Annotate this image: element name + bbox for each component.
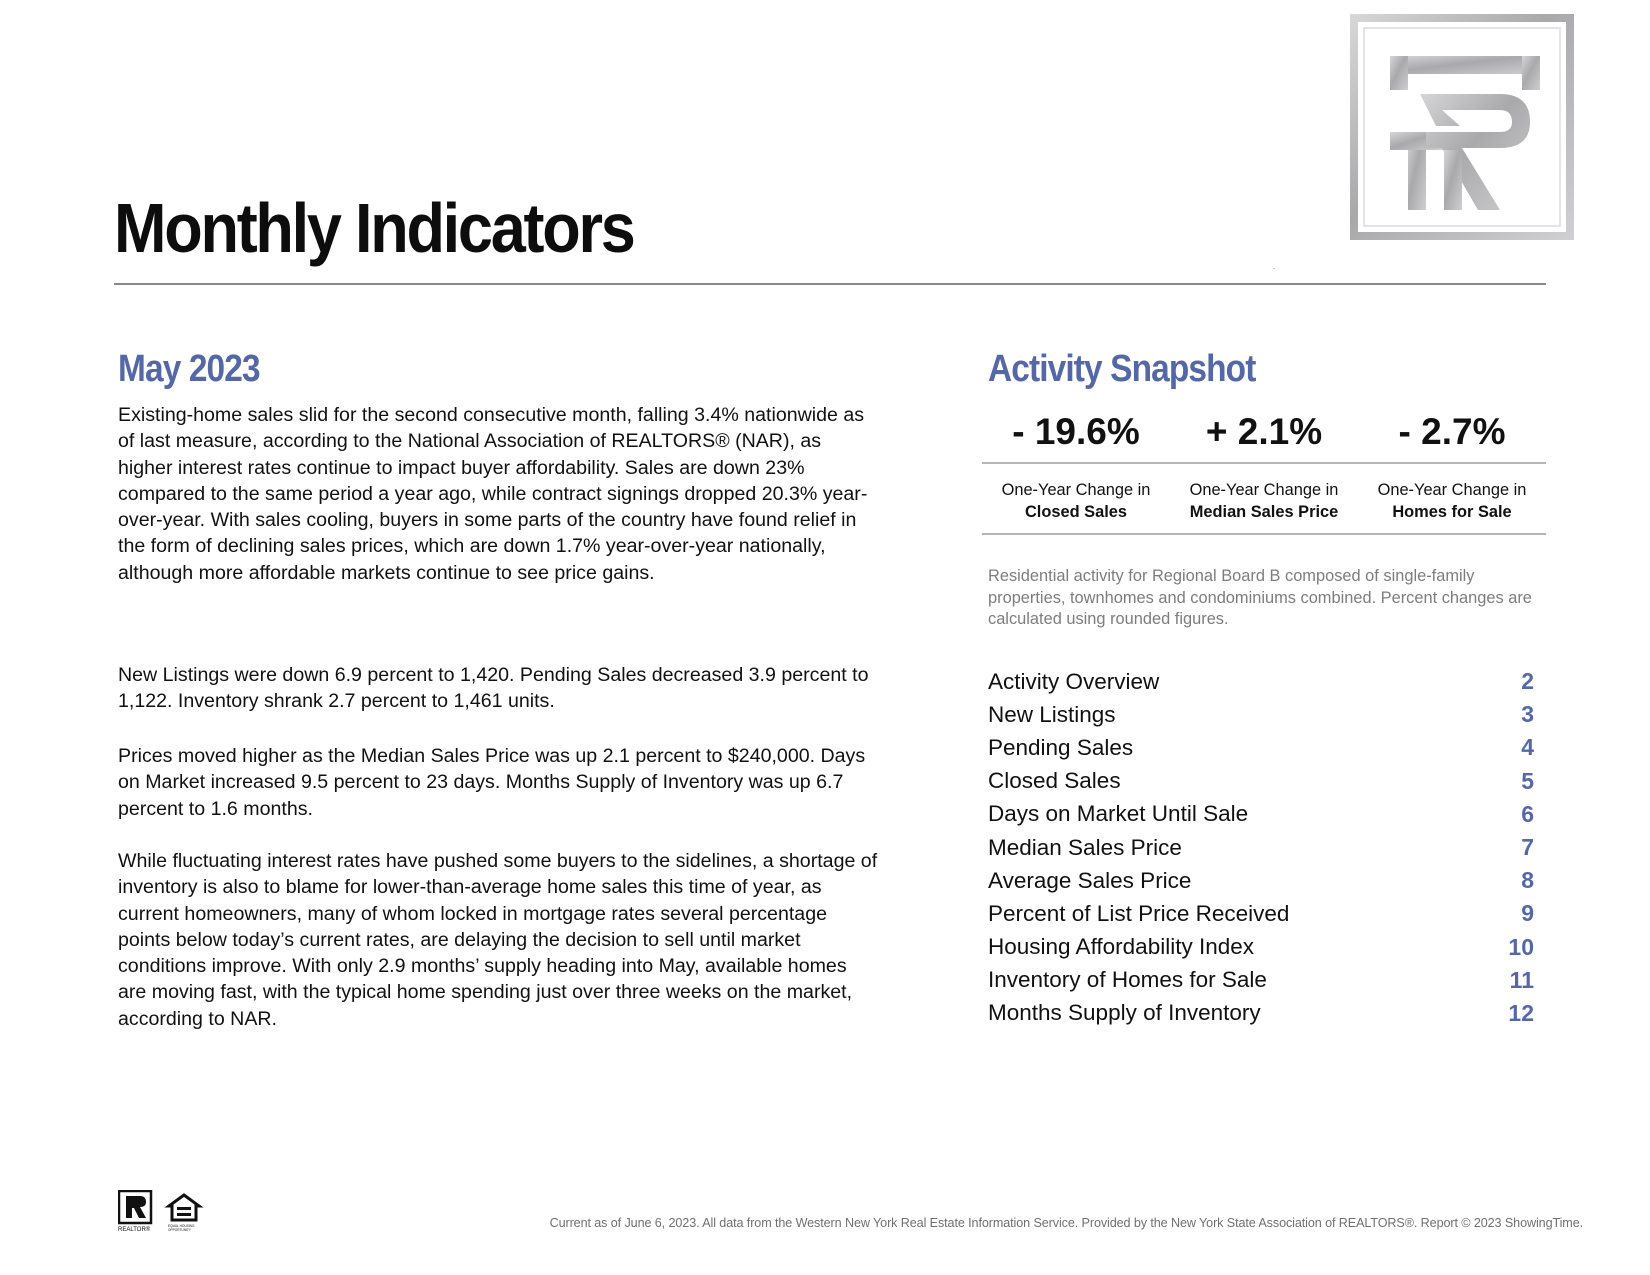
svg-text:EQUAL HOUSING: EQUAL HOUSING (168, 1224, 195, 1228)
toc-label: Average Sales Price (988, 867, 1192, 893)
snapshot-cell-median-price (1170, 411, 1358, 453)
activity-snapshot (982, 402, 1546, 535)
toc-label: Median Sales Price (988, 834, 1182, 860)
toc-label: Months Supply of Inventory (988, 1000, 1261, 1026)
svg-text:OPPORTUNITY: OPPORTUNITY (168, 1228, 191, 1232)
report-month-heading: May 2023 (118, 348, 260, 390)
toc-page-number: 11 (1509, 966, 1534, 993)
activity-snapshot-heading: Activity Snapshot (988, 348, 1256, 390)
snapshot-label-line: One-Year Change in (1377, 481, 1527, 499)
prices-paragraph: Prices moved higher as the Median Sales Price was up 2.1 percent to $240,000. Days on Market increased 9.5 percent to 23 days. Months Supply of Inventory was up 6.7 percent to 1.6 months. (118, 745, 866, 820)
toc-page-number: 10 (1508, 933, 1534, 960)
snapshot-value: - 19.6% (1012, 411, 1140, 452)
svg-text:REALTOR®: REALTOR® (118, 1227, 151, 1232)
toc-label: Activity Overview (988, 668, 1160, 694)
snapshot-label-metric: Closed Sales (1024, 503, 1128, 521)
snapshot-labels-row (982, 464, 1546, 533)
toc-item-new-listings[interactable] (988, 698, 1534, 731)
snapshot-label (1170, 479, 1358, 523)
toc-page-number: 2 (1521, 668, 1534, 695)
toc-page-number: 9 (1521, 900, 1534, 927)
toc-label: Housing Affordability Index (988, 934, 1255, 960)
snapshot-values-row (982, 402, 1546, 462)
title-divider (114, 283, 1546, 285)
toc-item-housing-affordability[interactable] (988, 931, 1534, 964)
snapshot-cell-homes-for-sale (1358, 411, 1546, 453)
toc-label: Days on Market Until Sale (988, 801, 1249, 827)
equal-housing-icon (168, 1195, 199, 1232)
toc-item-pending-sales[interactable] (988, 731, 1534, 764)
decorative-dot (1273, 268, 1275, 269)
toc-page-number: 6 (1521, 800, 1534, 827)
toc-item-median-sales-price[interactable] (988, 831, 1534, 864)
toc-item-months-supply[interactable] (988, 997, 1534, 1030)
snapshot-label-line: One-Year Change in (1189, 481, 1339, 499)
toc-item-closed-sales[interactable] (988, 765, 1534, 798)
listings-paragraph: New Listings were down 6.9 percent to 1,420. Pending Sales decreased 3.9 percent to 1,122. Inventory shrank 2.7 percent to 1,461 units. (118, 664, 869, 713)
snapshot-label (982, 479, 1170, 523)
toc-page-number: 3 (1521, 701, 1534, 728)
toc-label: Closed Sales (988, 768, 1121, 794)
snapshot-note: Residential activity for Regional Board B composed of single-family properties, townhomes and condominiums combined. Percent changes are calculated using rounded figures. (988, 567, 1532, 628)
snapshot-value: - 2.7% (1398, 411, 1506, 452)
page-title: Monthly Indicators (114, 189, 634, 267)
realtor-logo-icon (118, 1191, 151, 1232)
toc-page-number: 5 (1521, 767, 1534, 794)
footer-logos (118, 1190, 208, 1232)
toc-page-number: 4 (1521, 734, 1534, 761)
snapshot-label-metric: Median Sales Price (1189, 503, 1339, 521)
toc-item-average-sales-price[interactable] (988, 864, 1534, 897)
snapshot-label-line: One-Year Change in (1001, 481, 1151, 499)
table-of-contents (988, 665, 1534, 1030)
intro-paragraph: Existing-home sales slid for the second consecutive month, falling 3.4% nationwide as of last measure, according to the National Association of REALTORS® (NAR), as higher interest rates continue to impact buyer affordability. Sales are down 23% compared to the same period a year ago, while contract signings dropped 20.3% year-over-year. With sales cooling, buyers in some parts of the country have found relief in the form of declining sales prices, which are down 1.7% year-over-year nationally, although more affordable markets continue to see price gains. (118, 404, 868, 584)
inventory-paragraph: While fluctuating interest rates have pushed some buyers to the sidelines, a shortage of inventory is also to blame for lower-than-average home sales this time of year, as current homeowners, many of whom locked in mortgage rates several percentage points below today’s current rates, are delaying the decision to sell until market conditions improve. With only 2.9 months’ supply heading into May, available homes are moving fast, with the typical home spending just over three weeks on the market, according to NAR. (118, 850, 878, 1030)
toc-label: New Listings (988, 701, 1116, 727)
snapshot-label-metric: Homes for Sale (1392, 503, 1512, 521)
toc-label: Percent of List Price Received (988, 900, 1290, 926)
toc-label: Pending Sales (988, 734, 1134, 760)
toc-item-activity-overview[interactable] (988, 665, 1534, 698)
snapshot-value: + 2.1% (1205, 411, 1323, 452)
toc-item-days-on-market[interactable] (988, 798, 1534, 831)
toc-page-number: 8 (1521, 867, 1534, 894)
snapshot-bottom-rule (982, 533, 1546, 535)
toc-item-inventory-homes[interactable] (988, 964, 1534, 997)
tr-monogram-logo (1350, 14, 1574, 240)
toc-page-number: 12 (1508, 999, 1534, 1026)
snapshot-label (1358, 479, 1546, 523)
toc-label: Inventory of Homes for Sale (988, 967, 1267, 993)
footer-disclaimer: Current as of June 6, 2023. All data from the Western New York Real Estate Information Service. Provided by the New York State Association of REALTORS®. Report © 2023 ShowingTime. (549, 1216, 1583, 1230)
snapshot-cell-closed-sales (982, 411, 1170, 453)
toc-page-number: 7 (1521, 834, 1534, 861)
toc-item-percent-list-price[interactable] (988, 897, 1534, 930)
